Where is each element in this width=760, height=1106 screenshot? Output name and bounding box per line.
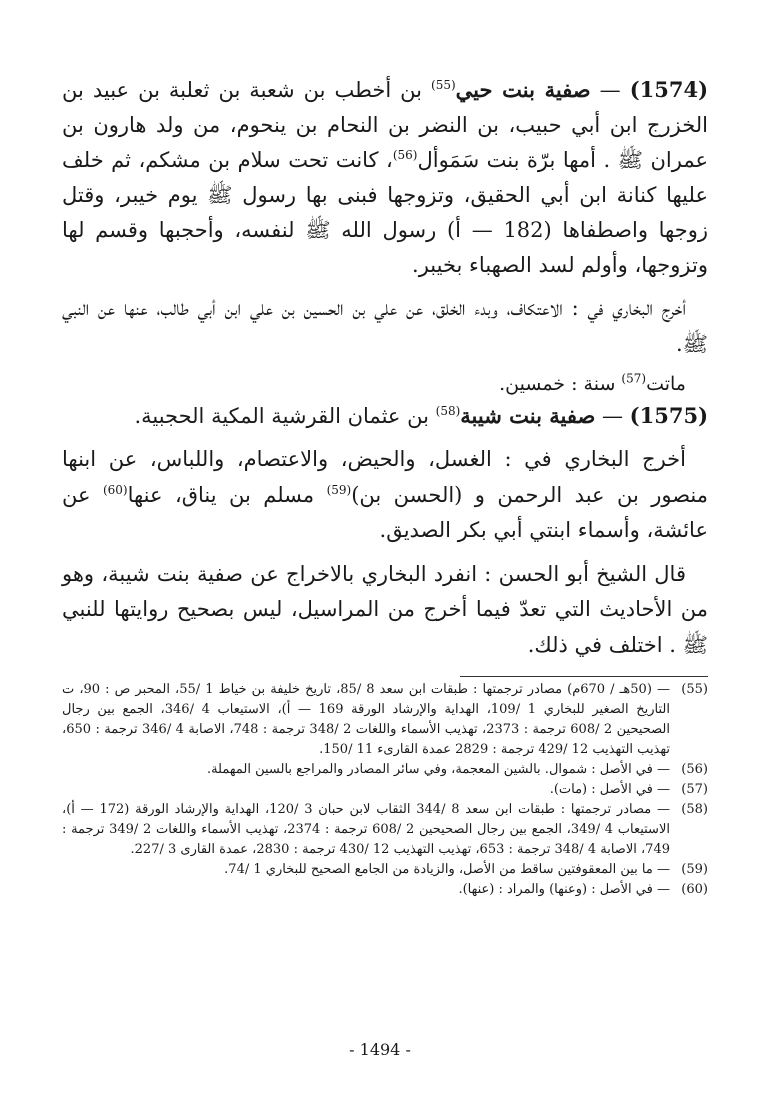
entry-name: صفية بنت حيي [455,77,591,102]
entry-text: بن عثمان القرشية المكية الحجبية. [134,404,436,428]
footnote-ref[interactable]: (55) [431,78,456,92]
footnote-60 [62,880,708,900]
death-year: سنة : خمسين. [499,373,622,395]
footnote-56 [62,760,708,780]
footnote-number: (58) [681,802,708,817]
footnote-text: — ما بين المعقوفتين ساقط من الأصل، والزيادة من الجامع الصحيح للبخاري 1 /74. [224,862,670,877]
entry-1574-death [62,370,708,398]
footnote-number: (60) [681,882,708,897]
entry-1575-biography [62,398,708,434]
footnote-text: — في الأصل : شموال. بالشين المعجمة، وفي سائر المصادر والمراجع بالسين المهملة. [206,762,670,777]
footnote-ref[interactable]: (58) [435,404,461,418]
entry-number: (1575) [629,403,708,428]
footnote-ref[interactable]: (60) [102,482,128,497]
entry-dash: — [590,78,630,102]
bukhari-text: مسلم بن يناق، عنها [127,482,327,507]
entry-1574-biography [62,72,708,283]
entry-1575-comment: قال الشيخ أبو الحسن : انفرد البخاري بالاخراج عن صفية بنت شيبة، وهو من الأحاديث التي تعدّ فيما أخرج من المراسيل، ليس بصحيح روايتها للنبي ﷺ . اختلف في ذلك. [62,561,708,657]
footnote-separator [460,676,708,677]
footnote-number: (57) [681,782,708,797]
footnote-number: (55) [681,682,708,697]
entry-text: ، كانت تحت سلام بن مشكم، ثم خلف عليها كنانة ابن أبي الحقيق، وتزوجها فبنى بها رسول ﷺ يوم خيبر، وقتل زوجها واصطفاها (182 — أ) رسول الله ﷺ لنفسه، وأحجبها وقسم لها وتزوجها، وأولم لسد الصهباء بخيبر. [62,148,708,277]
footnote-ref[interactable]: (59) [326,482,352,497]
entry-number: (1574) [629,77,709,102]
footnote-ref[interactable]: (56) [392,148,418,162]
footnote-58 [62,800,708,860]
footnote-number: (59) [681,862,708,877]
page-body [62,72,708,671]
bukhari-text: عن عائشة، وأسماء ابنتي أبي بكر الصديق. [62,482,708,542]
bukhari-text: أخرج البخاري في : الغسل، والحيض، والاعتصام، واللباس، عن ابنها منصور بن عبد الرحمن و (الحسن بن) [62,447,708,507]
footnote-text: — (50هـ / 670م) مصادر ترجمتها : طبقات ابن سعد 8 /85، تاريخ خليفة بن خياط 1 /55، المحبر ص : 90، ت التاريخ الصغير للبخاري 1 /109، الهداية والإرشاد الورقة 169 — أ)، الاستيعاب 4 /346، الجمع بين رجال الصحيحين 2 /608 ترجمة : 2373، تهذيب الأسماء واللغات 2 /348 ترجمة : 748، الاصابة 4 /346 ترجمة : 650، تهذيب التهذيب 12 /429 ترجمة : 2829 عمدة القارىء 11 /150. [62,682,671,757]
footnotes [62,680,708,900]
footnote-59 [62,860,708,880]
entry-name: صفية بنت شيبة [460,403,596,428]
footnote-text: — في الأصل : (وعنها) والمراد : (عنها). [458,882,670,897]
death-label: ماتت [646,373,686,395]
footnote-text: — في الأصل : (مات). [549,782,670,797]
footnote-55 [62,680,708,760]
entry-1574-bukhari: أخرج البخاري في : الاعتكاف، وبدء الخلق، عن علي بن الحسين بن علي ابن أبي طالب، عنها عن النبي ﷺ. [62,296,708,356]
entry-1575-bukhari [62,442,708,549]
entry-dash: — [595,404,630,428]
footnote-number: (56) [681,762,708,777]
page-number: - 1494 - [349,1040,411,1059]
footnote-text: — مصادر ترجمتها : طبقات ابن سعد 8 /344 الثقاب لابن حبان 3 /120، الهداية والإرشاد الورقة (172 — أ)، الاستيعاب 4 /349، الجمع بين رجال الصحيحين 2 /608 ترجمة : 2374، تهذيب الأسماء واللغات 2 /349 ترجمة : 749، الاصابة 4 /348 ترجمة : 653، تهذيب التهذيب 12 /430 ترجمة : 2830، عمدة القارى 3 /227. [62,802,670,857]
footnote-ref[interactable]: (57) [621,371,647,386]
entry-text: بن أخطب بن شعبة بن ثعلبة بن عبيد بن الخزرج ابن أبي حبيب، بن النضر بن النحام بن ينحوم، من ولد هارون بن عمران ﷺ . أمها برّة بنت سَمَوأل [62,78,709,172]
footnote-57 [62,780,708,800]
